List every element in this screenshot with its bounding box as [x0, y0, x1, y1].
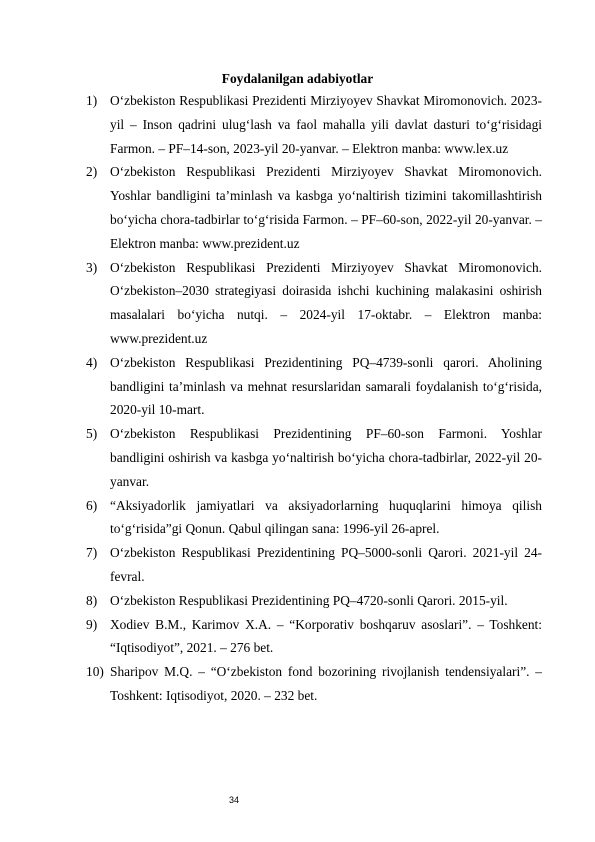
reference-text: O‘zbekiston Respublikasi Prezidenti Mirziyoyev Shavkat Miromonovich. O‘zbekiston–2030 strategiyasi doirasida ishchi kuchining malakasini oshirish masalalari bo‘yicha nutqi. – 2024-yil 17-oktabr. – Elektron manba: www.prezident.uz [110, 259, 542, 346]
reference-item [86, 422, 542, 493]
reference-item [86, 589, 542, 613]
reference-number: 8) [86, 592, 98, 608]
reference-item [86, 351, 542, 422]
reference-item [86, 256, 542, 351]
reference-number: 1) [86, 93, 98, 108]
reference-number: 5) [86, 426, 98, 442]
reference-item [86, 660, 542, 708]
page-title: Foydalanilgan adabiyotlar [221, 71, 374, 86]
reference-text: Xodiev B.M., Karimov X.A. – “Korporativ boshqaruv asoslari”. – Toshkent: “Iqtisodiyot”, 2021. – 276 bet. [110, 616, 542, 656]
reference-item [86, 494, 542, 542]
reference-text: Sharipov M.Q. – “O‘zbekiston fond bozorining rivojlanish tendensiyalari”. – Toshkent: Iqtisodiyot, 2020. – 232 bet. [110, 664, 542, 703]
reference-number: 9) [86, 616, 98, 632]
reference-text: O‘zbekiston Respublikasi Prezidentining PQ–5000-sonli Qarori. 2021-yil 24-fevral. [110, 545, 542, 584]
reference-number: 10) [86, 664, 104, 680]
reference-item [86, 613, 542, 661]
reference-text: O‘zbekiston Respublikasi Prezidenti Mirziyoyev Shavkat Miromonovich. Yoshlar bandligini ta’minlash va kasbga yo‘naltirish tizimini takomillashtirish bo‘yicha chora-tadbirlar to‘g‘risida Farmon. – PF–60-son, 2022-yil 20-yanvar. – Elektron manba: www.prezident.uz [110, 164, 542, 251]
reference-text: O‘zbekiston Respublikasi Prezidentining PQ–4720-sonli Qarori. 2015-yil. [110, 592, 508, 608]
reference-item [86, 160, 542, 255]
reference-text: O‘zbekiston Respublikasi Prezidentining PQ–4739-sonli qarori. Aholining bandligini ta’minlash va mehnat resurslaridan samarali foydalanish to‘g‘risida, 2020-yil 10-mart. [110, 354, 542, 418]
reference-number: 2) [86, 164, 98, 180]
reference-item [86, 541, 542, 589]
reference-list [86, 89, 542, 708]
reference-number: 4) [86, 354, 98, 370]
reference-text: O‘zbekiston Respublikasi Prezidenti Mirziyoyev Shavkat Miromonovich. 2023-yil – Inson qadrini ulug‘lash va faol mahalla yili davlat dasturi to‘g‘risidagi Farmon. – PF–14-son, 2023-yil 20-yanvar. – Elektron manba: www.lex.uz [110, 93, 542, 156]
reference-text: O‘zbekiston Respublikasi Prezidentining PF–60-son Farmoni. Yoshlar bandligini oshirish va kasbga yo‘naltirish bo‘yicha chora-tadbirlar, 2022-yil 20-yanvar. [110, 426, 542, 489]
reference-item [86, 89, 542, 160]
reference-number: 7) [86, 545, 98, 561]
reference-text: “Aksiyadorlik jamiyatlari va aksiyadorlarning huquqlarini himoya qilish to‘g‘risida”gi Qonun. Qabul qilingan sana: 1996-yil 26-aprel. [110, 497, 542, 537]
reference-number: 3) [86, 259, 98, 275]
page-number: 34 [229, 795, 240, 805]
reference-number: 6) [86, 497, 98, 513]
